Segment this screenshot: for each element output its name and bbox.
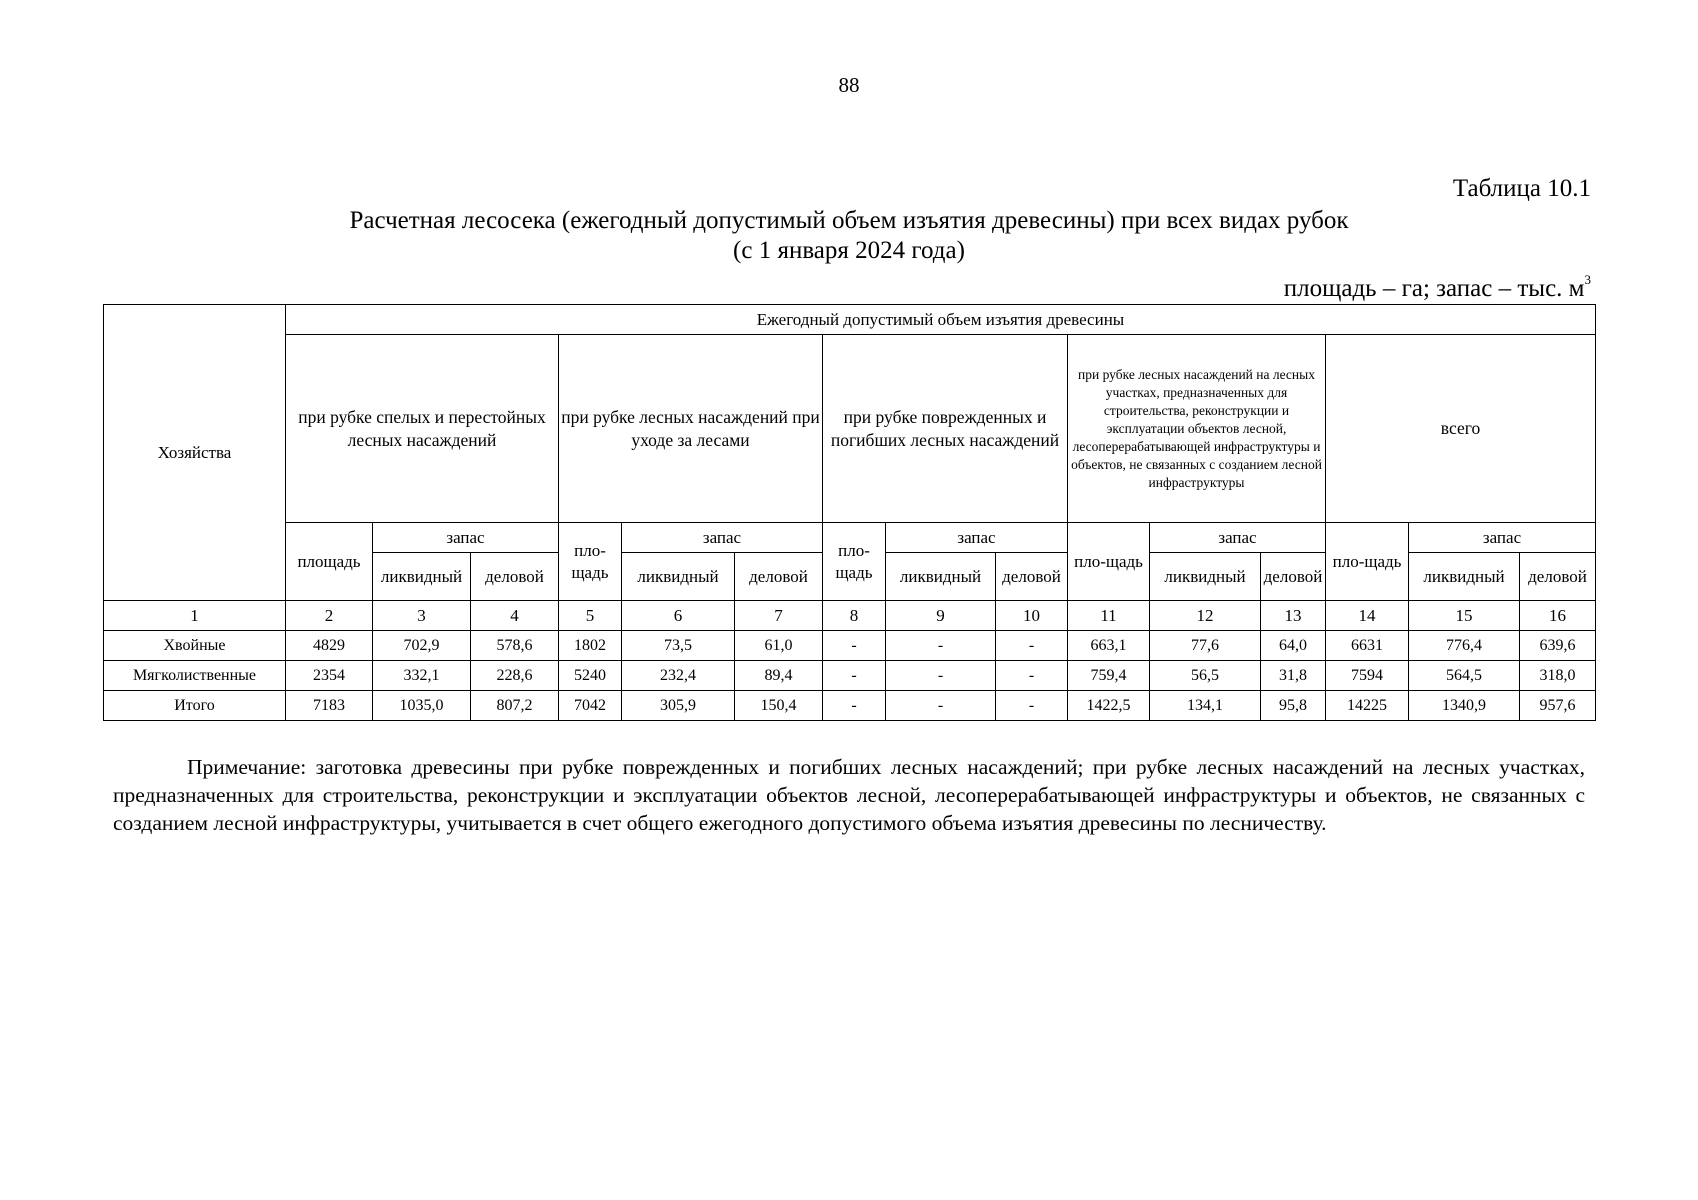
cell: 7042 bbox=[559, 691, 622, 721]
cell: 1802 bbox=[559, 631, 622, 661]
cell: 776,4 bbox=[1409, 631, 1520, 661]
table-title bbox=[0, 206, 1698, 266]
column-number: 16 bbox=[1520, 601, 1596, 631]
row-name: Итого bbox=[104, 691, 286, 721]
table-row bbox=[104, 631, 1596, 661]
header-stock: запас bbox=[622, 523, 823, 553]
cell: - bbox=[886, 661, 996, 691]
cell: 4829 bbox=[286, 631, 373, 661]
table-row bbox=[104, 661, 1596, 691]
cell: 95,8 bbox=[1261, 691, 1326, 721]
cell: 64,0 bbox=[1261, 631, 1326, 661]
column-number: 12 bbox=[1150, 601, 1261, 631]
cell: - bbox=[823, 691, 886, 721]
header-area: пло-щадь bbox=[823, 523, 886, 601]
header-group-thinning: при рубке лесных насаждений при уходе за лесами bbox=[559, 335, 823, 523]
column-number: 14 bbox=[1326, 601, 1409, 631]
column-number-row bbox=[104, 601, 1596, 631]
column-number: 1 bbox=[104, 601, 286, 631]
cell: - bbox=[886, 631, 996, 661]
cell: 639,6 bbox=[1520, 631, 1596, 661]
harvest-table bbox=[103, 304, 1596, 721]
cell: 578,6 bbox=[471, 631, 559, 661]
cell: 7594 bbox=[1326, 661, 1409, 691]
units-label bbox=[1284, 272, 1591, 303]
cell: 7183 bbox=[286, 691, 373, 721]
units-superscript: 3 bbox=[1584, 272, 1591, 287]
column-number: 8 bbox=[823, 601, 886, 631]
cell: - bbox=[823, 631, 886, 661]
cell: 564,5 bbox=[1409, 661, 1520, 691]
header-liquid: ликвидный bbox=[1150, 553, 1261, 601]
header-business: деловой bbox=[1261, 553, 1326, 601]
cell: 2354 bbox=[286, 661, 373, 691]
column-number: 7 bbox=[735, 601, 823, 631]
header-annual-volume: Ежегодный допустимый объем изъятия древесины bbox=[286, 305, 1596, 335]
cell: - bbox=[996, 661, 1068, 691]
cell: 77,6 bbox=[1150, 631, 1261, 661]
cell: 5240 bbox=[559, 661, 622, 691]
column-number: 3 bbox=[373, 601, 471, 631]
cell: 807,2 bbox=[471, 691, 559, 721]
cell: 759,4 bbox=[1068, 661, 1150, 691]
header-farms: Хозяйства bbox=[104, 305, 286, 601]
header-business: деловой bbox=[1520, 553, 1596, 601]
column-number: 6 bbox=[622, 601, 735, 631]
column-number: 9 bbox=[886, 601, 996, 631]
header-group-construction: при рубке лесных насаждений на лесных участках, предназначенных для строительства, реконструкции и эксплуатации объектов лесной, лесоперерабатывающей инфраструктуры и объектов, не связанных с созданием лесной инфраструктуры bbox=[1068, 335, 1326, 523]
column-number: 11 bbox=[1068, 601, 1150, 631]
header-liquid: ликвидный bbox=[373, 553, 471, 601]
title-line-2: (с 1 января 2024 года) bbox=[733, 237, 965, 264]
units-text: площадь – га; запас – тыс. м bbox=[1283, 275, 1585, 302]
header-liquid: ликвидный bbox=[622, 553, 735, 601]
row-name: Мягколиственные bbox=[104, 661, 286, 691]
row-name: Хвойные bbox=[104, 631, 286, 661]
cell: 6631 bbox=[1326, 631, 1409, 661]
cell: 89,4 bbox=[735, 661, 823, 691]
cell: 663,1 bbox=[1068, 631, 1150, 661]
header-liquid: ликвидный bbox=[886, 553, 996, 601]
header-stock: запас bbox=[1409, 523, 1596, 553]
header-liquid: ликвидный bbox=[1409, 553, 1520, 601]
cell: 14225 bbox=[1326, 691, 1409, 721]
column-number: 10 bbox=[996, 601, 1068, 631]
header-group-mature: при рубке спелых и перестойных лесных насаждений bbox=[286, 335, 559, 523]
cell: 318,0 bbox=[1520, 661, 1596, 691]
column-number: 5 bbox=[559, 601, 622, 631]
header-area: пло-щадь bbox=[1068, 523, 1150, 601]
cell: 61,0 bbox=[735, 631, 823, 661]
cell: - bbox=[996, 631, 1068, 661]
header-stock: запас bbox=[886, 523, 1068, 553]
cell: 332,1 bbox=[373, 661, 471, 691]
cell: 1340,9 bbox=[1409, 691, 1520, 721]
header-area: пло-щадь bbox=[1326, 523, 1409, 601]
table-label: Таблица 10.1 bbox=[1452, 175, 1591, 202]
header-business: деловой bbox=[735, 553, 823, 601]
header-business: деловой bbox=[996, 553, 1068, 601]
cell: 31,8 bbox=[1261, 661, 1326, 691]
cell: 150,4 bbox=[735, 691, 823, 721]
cell: 702,9 bbox=[373, 631, 471, 661]
table-row bbox=[104, 691, 1596, 721]
cell: 56,5 bbox=[1150, 661, 1261, 691]
page-number: 88 bbox=[838, 73, 860, 97]
cell: - bbox=[886, 691, 996, 721]
header-stock: запас bbox=[1150, 523, 1326, 553]
cell: 1035,0 bbox=[373, 691, 471, 721]
cell: 957,6 bbox=[1520, 691, 1596, 721]
header-area: пло-щадь bbox=[559, 523, 622, 601]
cell: 1422,5 bbox=[1068, 691, 1150, 721]
cell: - bbox=[823, 661, 886, 691]
column-number: 4 bbox=[471, 601, 559, 631]
cell: 228,6 bbox=[471, 661, 559, 691]
header-business: деловой bbox=[471, 553, 559, 601]
header-group-damaged: при рубке поврежденных и погибших лесных насаждений bbox=[823, 335, 1068, 523]
cell: 232,4 bbox=[622, 661, 735, 691]
column-number: 15 bbox=[1409, 601, 1520, 631]
header-group-total: всего bbox=[1326, 335, 1596, 523]
column-number: 13 bbox=[1261, 601, 1326, 631]
title-line-1: Расчетная лесосека (ежегодный допустимый объем изъятия древесины) при всех видах рубок bbox=[349, 207, 1349, 234]
column-number: 2 bbox=[286, 601, 373, 631]
cell: - bbox=[996, 691, 1068, 721]
table-note: Примечание: заготовка древесины при рубке поврежденных и погибших лесных насаждений; при рубке лесных насаждений на лесных участках, предназначенных для строительства, реконструкции и эксплуатации объектов лесной, лесоперерабатывающей инфраструктуры и объектов, не связанных с созданием лесной инфраструктуры, учитывается в счет общего ежегодного допустимого объема изъятия древесины по лесничеству. bbox=[113, 755, 1585, 835]
cell: 73,5 bbox=[622, 631, 735, 661]
cell: 134,1 bbox=[1150, 691, 1261, 721]
header-area: площадь bbox=[286, 523, 373, 601]
header-stock: запас bbox=[373, 523, 559, 553]
cell: 305,9 bbox=[622, 691, 735, 721]
